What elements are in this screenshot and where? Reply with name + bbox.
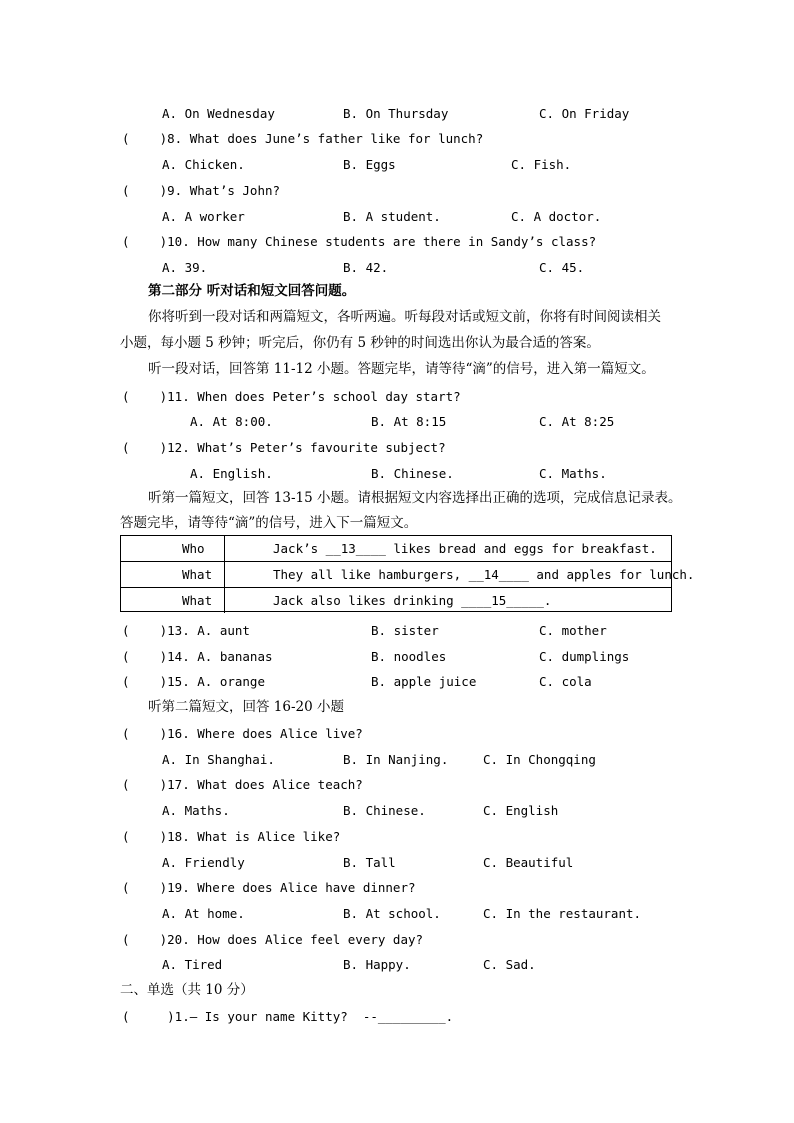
- question-text: A. A worker: [162, 209, 245, 224]
- question-text: ( )10. How many Chinese students are there in Sandy’s class?: [122, 234, 597, 249]
- question-text: B. On Thursday: [343, 106, 449, 121]
- question-text: C. cola: [539, 674, 592, 689]
- question-text: C. In the restaurant.: [483, 906, 642, 921]
- question-text: C. Fish.: [511, 157, 572, 172]
- question-text: B. At school.: [343, 906, 441, 921]
- question-text: A. At home.: [162, 906, 245, 921]
- instruction-text: 第二部分 听对话和短文回答问题。: [148, 283, 356, 299]
- question-text: B. At 8:15: [371, 414, 447, 429]
- question-text: C. Maths.: [539, 466, 607, 481]
- table-cell-label: What: [182, 567, 213, 582]
- question-text: C. On Friday: [539, 106, 630, 121]
- question-text: B. Eggs: [343, 157, 396, 172]
- question-text: ( )18. What is Alice like?: [122, 829, 341, 844]
- question-text: A. 39.: [162, 260, 208, 275]
- question-text: ( )11. When does Peter’s school day start?: [122, 389, 461, 404]
- instruction-text: 听第一篇短文，回答 13-15 小题。请根据短文内容选择出正确的选项，完成信息记录表。: [148, 490, 682, 506]
- question-text: A. Maths.: [162, 803, 230, 818]
- table-cell-text: Jack also likes drinking ____15_____.: [273, 593, 552, 608]
- question-text: B. In Nanjing.: [343, 752, 449, 767]
- instruction-text: 你将听到一段对话和两篇短文，各听两遍。听每段对话或短文前，你将有时间阅读相关: [148, 309, 661, 325]
- info-record-table: [120, 535, 695, 612]
- question-text: B. noodles: [371, 649, 447, 664]
- question-text: A. On Wednesday: [162, 106, 275, 121]
- instruction-text: 听第二篇短文，回答 16-20 小题: [148, 699, 345, 715]
- question-text: ( )8. What does June’s father like for lunch?: [122, 131, 484, 146]
- table-row: [121, 587, 671, 613]
- question-text: ( )17. What does Alice teach?: [122, 777, 363, 792]
- instruction-text: 听一段对话，回答第 11-12 小题。答题完毕，请等待“滴”的信号，进入第一篇短文。: [148, 361, 655, 377]
- table-row: [121, 561, 695, 587]
- instruction-text: 二、单选（共 10 分）: [120, 982, 254, 998]
- table-row: [121, 536, 671, 561]
- table-cell-text: They all like hamburgers, __14____ and apples for lunch.: [273, 567, 695, 582]
- question-text: ( )9. What’s John?: [122, 183, 281, 198]
- question-text: C. Sad.: [483, 957, 536, 972]
- question-text: A. At 8:00.: [190, 414, 273, 429]
- question-text: B. apple juice: [371, 674, 477, 689]
- question-text: B. 42.: [343, 260, 389, 275]
- instruction-text: 小题，每小题 5 秒钟；听完后，你仍有 5 秒钟的时间选出你认为最合适的答案。: [120, 335, 600, 351]
- question-text: C. Beautiful: [483, 855, 574, 870]
- question-text: ( )13. A. aunt: [122, 623, 250, 638]
- question-text: B. Chinese.: [371, 466, 454, 481]
- question-text: C. dumplings: [539, 649, 630, 664]
- question-text: B. Happy.: [343, 957, 411, 972]
- question-text: B. Tall: [343, 855, 396, 870]
- question-text: B. Chinese.: [343, 803, 426, 818]
- question-text: ( )1.— Is your name Kitty? --_________.: [122, 1009, 454, 1024]
- question-text: ( )12. What’s Peter’s favourite subject?: [122, 440, 446, 455]
- question-text: C. At 8:25: [539, 414, 615, 429]
- question-text: A. Friendly: [162, 855, 245, 870]
- question-text: B. A student.: [343, 209, 441, 224]
- question-text: C. mother: [539, 623, 607, 638]
- question-text: C. A doctor.: [511, 209, 602, 224]
- table-cell-text: Jack’s __13____ likes bread and eggs for breakfast.: [273, 541, 657, 556]
- question-text: A. In Shanghai.: [162, 752, 275, 767]
- table-cell-label: Who: [182, 541, 205, 556]
- table-cell-label: What: [182, 593, 213, 608]
- question-text: ( )19. Where does Alice have dinner?: [122, 880, 416, 895]
- question-text: ( )15. A. orange: [122, 674, 265, 689]
- instruction-text: 答题完毕，请等待“滴”的信号，进入下一篇短文。: [120, 515, 418, 531]
- question-text: C. In Chongqing: [483, 752, 596, 767]
- question-text: ( )20. How does Alice feel every day?: [122, 932, 424, 947]
- question-text: C. English: [483, 803, 559, 818]
- question-text: A. English.: [190, 466, 273, 481]
- question-text: A. Chicken.: [162, 157, 245, 172]
- question-text: A. Tired: [162, 957, 223, 972]
- question-text: B. sister: [371, 623, 439, 638]
- question-text: C. 45.: [539, 260, 585, 275]
- question-text: ( )14. A. bananas: [122, 649, 273, 664]
- question-text: ( )16. Where does Alice live?: [122, 726, 363, 741]
